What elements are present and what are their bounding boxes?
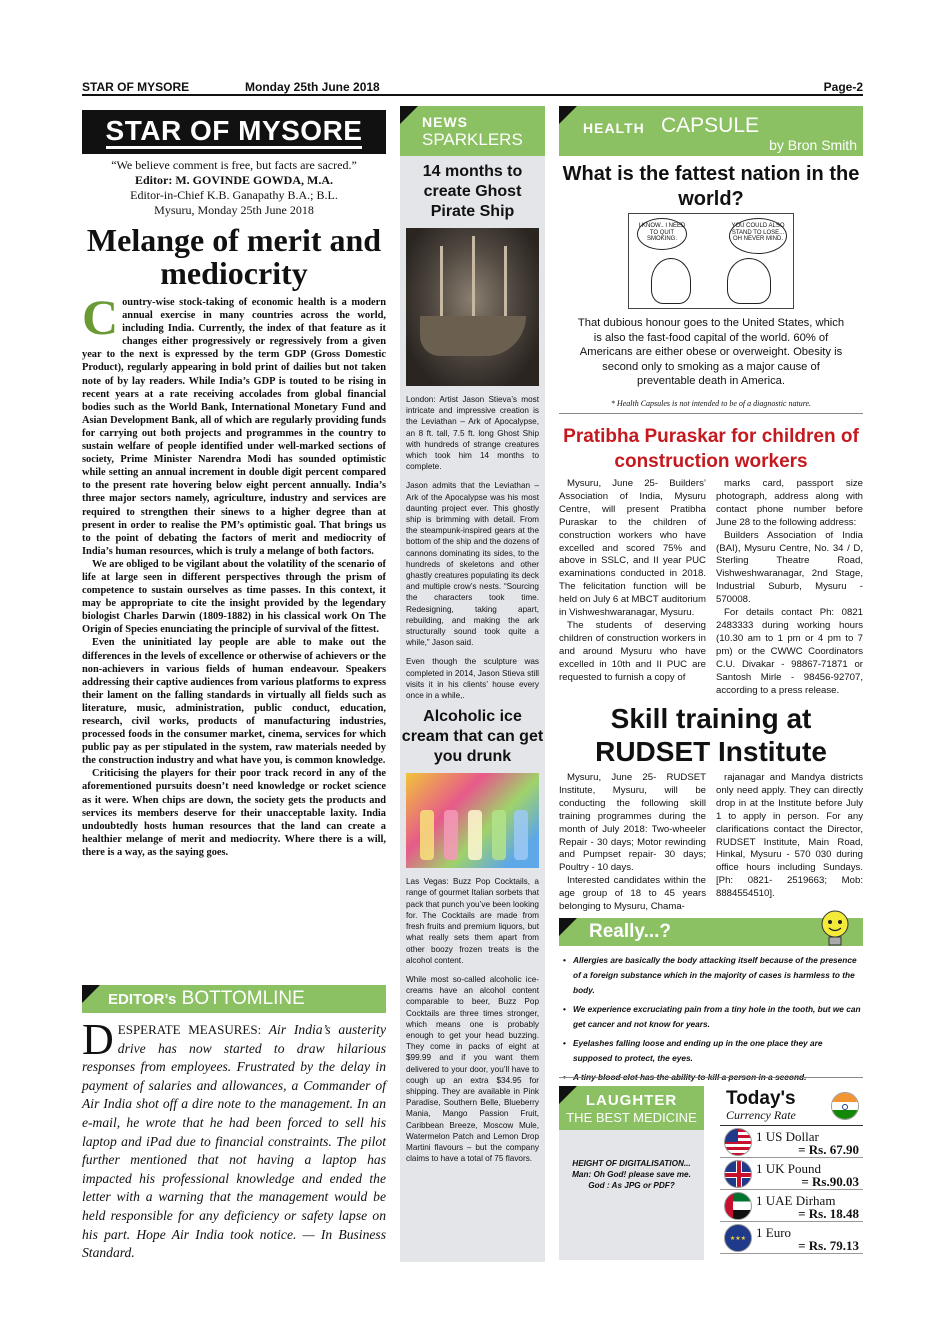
- list-item: • Eyelashes falling loose and ending up in the one place they are supposed to protect, the eyes.: [563, 1036, 863, 1066]
- editorial-text: ountry-wise stock-taking of economic health is a modern annual exercise in many countries across the world, including India. Currently, the index of that feature as it changes either progressively or regressively from a given year to the next is expressed by the term GDP (Gross Domestic Product), regularly appearing in bold print of dailies but not taken note of by lay readers. While India’s GDP is touted to be rising in recent years at a rate receiving accolades from global financial bodies such as the World Bank, International Monetary Fund and Asian Development Bank, all of which are regularly providing funds for carrying out both projects and programmes in the country to sustain welfare of people identified under well-marked sections of society, Prime Minister Narendra Modi has sounded optimistic while setting an annual increment in double digit percent compared to the present rate hovering below eight percent annually. India’s three major sectors namely, agriculture, industry and services are required to strengthen their sinews to a higher degree than at present in order to realise the PM’s optimistic goal. That brings us to the point of debating the factors of merit and mediocrity of India’s human resources, which is truly a melange of both factors.: [82, 297, 386, 557]
- currency-value: = Rs.90.03: [801, 1174, 859, 1189]
- laughter-box: [559, 1086, 704, 1260]
- bottomline-source: In Business Standard.: [82, 1226, 386, 1261]
- credo-quote: “We believe comment is free, but facts are sacred.”: [111, 158, 357, 172]
- laughter-label-b: THE BEST MEDICINE: [566, 1110, 697, 1125]
- currency-name: 1 Euro: [756, 1225, 792, 1240]
- story-title: 14 months to create Ghost Pirate Ship: [422, 163, 523, 220]
- currency-value: = Rs. 79.13: [798, 1238, 859, 1253]
- pop-bottle: [444, 810, 458, 860]
- joke-line: Man: Oh God! please save me.: [572, 1170, 691, 1179]
- text-column: [716, 478, 863, 697]
- cartoon-figure: [727, 258, 771, 304]
- story-paragraph: London: Artist Jason Stieva’s most intricate and impressive creation is the Leviathan – Ark of Apocalypse, an 8 ft. tall, 7.5 ft. long Ghost Ship with hundreds of strange creatures which took him 14 months to complete.: [406, 395, 539, 472]
- laughter-label-a: LAUGHTER: [585, 1092, 678, 1109]
- skill-headline: Skill training at RUDSET Institute: [595, 703, 827, 767]
- bottomline-body: [82, 1015, 386, 1263]
- masthead: [82, 110, 386, 154]
- really-label: Really...?: [589, 921, 672, 942]
- corner-triangle: [559, 106, 577, 124]
- cartoon-figure: [651, 258, 691, 304]
- editorial-paragraph: Even the uninitiated lay people are able to make out the differences in the levels of excellence or otherwise of achievers or the non-achievers in various fields of human endeavour. Speakers addressing their captive audiences from various platforms to express their lament on the falling standards in virtually all fields such as literature, music, administration, public conduct, education, research, civil works, products of manufacturing industries, processed foods in the consumer market, cinema, services for which public pay as per stipulated in the system, raw materials needed by the construction industry and what have you, is common knowledge.: [82, 637, 386, 767]
- currency-header: [720, 1086, 863, 1126]
- currency-value: = Rs. 67.90: [798, 1142, 859, 1157]
- pop-bottle: [420, 810, 434, 860]
- sparklers-label-b: SPARKLERS: [422, 130, 523, 149]
- story-paragraph: marks card, passport size photograph, address along with contact phone number before June 28 to the following address:: [716, 478, 863, 528]
- currency-row: [720, 1126, 863, 1158]
- story-paragraph: Even though the sculpture was completed in 2014, Jason Stieva still visits it in his clients’ house every once in a while,.: [406, 657, 539, 701]
- editorial-paragraph: [82, 289, 386, 558]
- story-paragraph: Interested candidates within the age group of 18 to 45 years belonging to Mysuru, Chama-: [559, 875, 706, 913]
- page-header: [82, 80, 863, 96]
- masthead-title: STAR OF MYSORE: [106, 116, 363, 149]
- sparklers-label-a: NEWS: [422, 114, 468, 130]
- joke-line: HEIGHT OF DIGITALISATION...: [572, 1159, 691, 1168]
- paper-name: STAR OF MYSORE: [82, 80, 190, 94]
- text-column: [559, 478, 706, 697]
- editorial-paragraph: We are obliged to be vigilant about the volatility of the scenario of life at large seen in different perspectives through the prism of competence to sustain ourselves as time passes. In this context, it may be appropriate to cite the insight provided by the legendary biologist Charles Darwin (1809-1882) in his classical work On The Origin of Species enunciating the principle of survival of the fittest.: [82, 558, 386, 636]
- credo-block: [82, 158, 386, 218]
- currency-subtitle: Currency Rate: [726, 1108, 796, 1122]
- story-paragraph: The students of deserving children of construction workers in and around Mysuru who have excelled in 10th and II PUC are requested to furnish a copy of: [559, 619, 706, 683]
- story-title: Alcoholic ice cream that can get you drunk: [401, 708, 544, 766]
- editorial-dropcap: C: [82, 289, 119, 345]
- joke-text: [559, 1158, 704, 1191]
- uk-flag-icon: [724, 1160, 752, 1188]
- laughter-header: [559, 1086, 704, 1130]
- eu-flag-icon: ★★★: [724, 1224, 752, 1252]
- story-paragraph: For details contact Ph: 0821 2483333 during working hours (10.30 am to 1 pm or 4 pm to 7 pm) or the CWWC Coordinators C.U. Divakar - 98867-71871 or Santosh Mirle - 98456-92707, according to a press release.: [716, 607, 863, 696]
- currency-value: = Rs. 18.48: [798, 1206, 859, 1221]
- pop-bottle: [468, 810, 482, 860]
- health-label-b: CAPSULE: [661, 114, 760, 137]
- news-sparklers-column: [400, 106, 545, 1262]
- joke-line: God : As JPG or PDF?: [588, 1181, 675, 1190]
- story-paragraph: Mysuru, June 25- Builders’ Association of India, Mysuru Centre, will present Pratibha Puraskar to the children of construction workers who have excelled and scored 75% and above in SSLC, and II year PUC examinations conducted in 2018. The felicitation function will be held on July 6 at MBCT auditorium in Vishweshwaranagar, Mysuru.: [559, 478, 706, 619]
- currency-name: 1 US Dollar: [756, 1129, 819, 1144]
- india-flag-icon: [831, 1092, 859, 1120]
- bottomline-text: Air India’s austerity drive has now started to draw hilarious responses from employees. Frustrated by the delay in payment of salaries and allowances, a Commander of Air India shot off a dire note to the management. In an e-mail, he wrote that he had been forced to sell his laptop and iPad due to financial constraints. The pilot further mentioned that not having a laptop has impacted his professional knowledge and ended the letter with a warning that the management would be held responsible for any deficiency or safety lapse on his part. Hope Air India took notice. —: [82, 1022, 386, 1242]
- issue-date: Monday 25th June 2018: [245, 80, 380, 94]
- bottomline-lead: ESPERATE MEASURES:: [117, 1022, 262, 1037]
- bottomline-dropcap: D: [82, 1015, 114, 1064]
- divider: [559, 1077, 863, 1078]
- health-answer: That dubious honour goes to the United States, which is also the fast-food capital of the world. 60% of Americans are either obese or overweight. Obesity is second only to smoking as a major cause of preventable death in America.: [577, 317, 845, 388]
- list-item: • A tiny blood clot has the ability to kill a person in a second.: [563, 1070, 863, 1085]
- health-capsule-header: [559, 106, 863, 156]
- story-paragraph: Mysuru, June 25- RUDSET Institute, Mysuru, will be conducting the following skill training programmes during the month of July 2018: Two-wheeler Repair - 30 days; Motor rewinding and Pumpset repair- 30 days; Poultry - 10 days.: [559, 772, 706, 874]
- health-cartoon: [628, 213, 794, 309]
- story-paragraph: Jason admits that the Leviathan – Ark of the Apocalypse was his most daunting project ever. This ghostly ship is brimming with detail. From the steampunk-inspired gears at the bottom of the ship and the dozens of cannons dominating its sides, to the hundreds of skeletons and other ghastly creatures populating its deck and multiple crow’s nests. “Sourcing the characters took time. Redesigning, taking apart, rebuilding, and making the ark structurally sound took quite a while,” Jason said.: [406, 481, 539, 648]
- pop-bottle: [492, 810, 506, 860]
- chief-editor-line: Editor-in-Chief K.B. Ganapathy B.A.; B.L.: [130, 188, 338, 202]
- corner-triangle: [82, 985, 100, 1003]
- speech-bubble: I KNOW.. I NEED TO QUIT SMOKING.: [637, 218, 687, 250]
- health-question: What is the fattest nation in the world?: [562, 163, 860, 210]
- list-item: • We experience excruciating pain from a tiny hole in the tooth, but we can get cancer and not know for years.: [563, 1002, 863, 1032]
- currency-row: [720, 1158, 863, 1190]
- story-paragraph: Las Vegas: Buzz Pop Cocktails, a range of gourmet Italian sorbets that pack that punch you’ve been looking for. The Cocktails are made from fresh fruits and premium liquors, but what really sets them apart from other boozy frozen treats is the alcohol content.: [406, 877, 539, 965]
- lightbulb-icon: [817, 908, 853, 952]
- pop-bottle: [514, 810, 528, 860]
- ship-hull: [420, 316, 526, 356]
- story-paragraph: rajanagar and Mandya districts only need apply. They can directly drop in at the Institute before July 1 to apply in person. For any clarifications contact the Director, RUDSET Institute, Main Road, Hinkal, Mysuru - 570 030 during office hours including Sundays. [Ph: 0821- 2519663; Mob: 8884554510].: [716, 772, 863, 900]
- editorial-headline: Melange of merit and mediocrity: [86, 222, 382, 291]
- list-item: • Allergies are basically the body attacking itself because of the presence of a foreign substance which in the majority of cases is harmless to the body.: [563, 953, 863, 998]
- currency-title: Today's: [726, 1088, 796, 1109]
- health-disclaimer: * Health Capsules is not intended to be of a diagnostic nature.: [610, 399, 812, 408]
- text-column: [559, 772, 706, 914]
- currency-row: [720, 1190, 863, 1222]
- currency-name: 1 UK Pound: [756, 1161, 822, 1176]
- pratibha-headline: Pratibha Puraskar for children of construction workers: [563, 426, 859, 472]
- health-byline: by Bron Smith: [769, 137, 857, 153]
- health-label-a: HEALTH: [583, 120, 645, 136]
- corner-triangle: [400, 106, 418, 124]
- sparklers-header: [400, 106, 545, 156]
- corner-triangle: [559, 1086, 577, 1104]
- editorial-paragraph: Criticising the players for their poor track record in any of the aforementioned pursuits doesn’t need knowledge or rocket science as it were. When chips are down, the society gets the products and services its members deserve for their unacceptable laxity. India undoubtedly hosts human resources that the land can create a healthier melange of merit and mediocrity. Where there is a will, there is a way, as the saying goes.: [82, 768, 386, 858]
- bottomline-label-a: EDITOR’s: [108, 991, 177, 1008]
- corner-triangle: [559, 918, 577, 936]
- pratibha-body: [559, 478, 863, 697]
- ghost-ship-photo: [406, 228, 539, 386]
- bottomline-header: [82, 985, 386, 1013]
- story-body: [400, 876, 545, 1164]
- us-flag-icon: [724, 1128, 752, 1156]
- editorial-body: [82, 289, 386, 859]
- skill-body: [559, 772, 863, 914]
- story-paragraph: Builders Association of India (BAI), Mysuru Centre, No. 34 / D, Sterling Theatre Road, Vishweshwaranagar, 2nd Stage, Industrial Suburb, Mysuru - 570008.: [716, 529, 863, 606]
- currency-rate-box: [720, 1086, 863, 1260]
- story-body: [400, 394, 545, 701]
- divider: [559, 413, 863, 414]
- editor-line: Editor: M. GOVINDE GOWDA, M.A.: [135, 173, 333, 187]
- speech-bubble: YOU COULD ALSO STAND TO LOSE... OH NEVER MIND.: [729, 218, 787, 254]
- text-column: [716, 772, 863, 914]
- dateline: Mysuru, Monday 25th June 2018: [154, 203, 314, 217]
- ice-cream-photo: [406, 773, 539, 868]
- currency-name: 1 UAE Dirham: [756, 1193, 836, 1208]
- bottomline-label-b: BOTTOMLINE: [181, 988, 305, 1009]
- currency-row: [720, 1222, 863, 1254]
- really-list: [563, 953, 863, 1089]
- story-paragraph: While most so-called alcoholic ice-creams have an alcohol content comparable to beer, Buzz Pop Cocktails are three times stronger, which means one is probably enough to get your head buzzing. They come in packs of eight at $99.99 and if you want them delivered to your door, you’ll have to cough up an extra $34.95 for shipping. They are available in Pink Paradise, Southern Belle, Blueberry Mania, Mango Passion Fruit, Caribbean Breeze, Moscow Mule, Watermelon Patch and Lemon Drop Martini flavours – but the company claims to have a total of 75 flavors.: [406, 974, 539, 1164]
- uae-flag-icon: [724, 1192, 752, 1220]
- page-number: Page-2: [823, 80, 863, 94]
